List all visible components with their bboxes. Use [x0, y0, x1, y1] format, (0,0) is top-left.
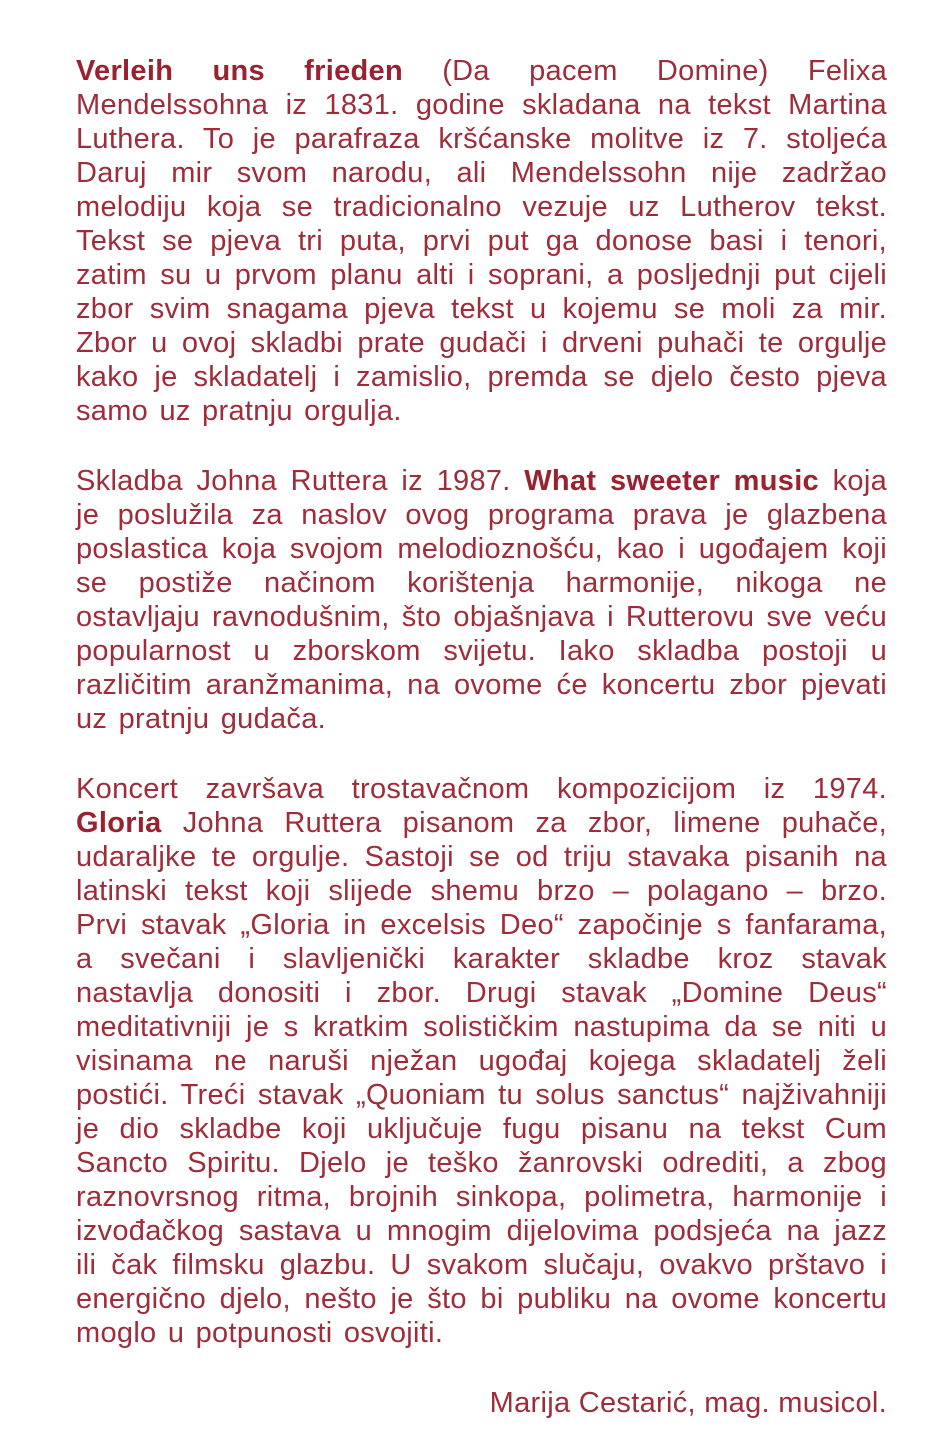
paragraph-what-sweeter-intro-text: Skladba Johna Ruttera iz 1987.	[76, 465, 525, 497]
paragraph-gloria-body-text: Johna Ruttera pisanom za zbor, limene puhače, udaraljke te orgulje. Sastoji se od triju stavaka pisanih na latinski tekst koji slijede shemu brzo – polagano – brzo. Prvi stavak „Gloria in excelsis Deo“ započinje s fanfarama, a svečani i slavljenički karakter skladbe kroz stavak nastavlja donositi i zbor. Drugi stavak „Domine Deus“ meditativniji je s kratkim solističkim nastupima da se niti u visinama ne naruši nježan ugođaj kojega skladatelj želi postići. Treći stavak „Quoniam tu solus sanctus“ najživahniji je dio skladbe koji uključuje fugu pisanu na tekst Cum Sancto Spiritu. Djelo je teško žanrovski odrediti, a zbog raznovrsnog ritma, brojnih sinkopa, polimetra, harmonije i izvođačkog sastava u mnogim dijelovima podsjeća na jazz ili čak filmsku glazbu. U svakom slučaju, ovakvo prštavo i energično djelo, nešto je što bi publiku na ovome koncertu moglo u potpunosti osvojiti.	[76, 807, 887, 1349]
paragraph-verleih-body-text: (Da pacem Domine) Felixa Mendelssohna iz 1831. godine skladana na tekst Martina Luthera. To je parafraza kršćanske molitve iz 7. stoljeća Daruj mir svom narodu, ali Mendelssohn nije zadržao melodiju koja se tradicionalno vezuje uz Lutherov tekst. Tekst se pjeva tri puta, prvi put ga donose basi i tenori, zatim su u prvom planu alti i soprani, a posljednji put cijeli zbor svim snagama pjeva tekst u kojemu se moli za mir. Zbor u ovoj skladbi prate gudači i drveni puhači te orgulje kako je skladatelj i zamislio, premda se djelo često pjeva samo uz pratnju orgulja.	[76, 55, 887, 427]
composition-title-verleih-uns-frieden: Verleih uns frieden	[76, 55, 403, 87]
paragraph-gloria-intro-text: Koncert završava trostavačnom kompozicijom iz 1974.	[76, 773, 887, 805]
author-signature: Marija Cestarić, mag. musicol.	[489, 1387, 887, 1419]
paragraph-gloria	[76, 772, 887, 1350]
paragraph-what-sweeter-music	[76, 464, 887, 736]
composition-title-what-sweeter-music: What sweeter music	[524, 465, 819, 497]
paragraph-what-sweeter-body-text: koja je poslužila za naslov ovog programa prava je glazbena poslastica koja svojom melodioznošću, kao i ugođajem koji se postiže načinom korištenja harmonije, nikoga ne ostavljaju ravnodušnim, što objašnjava i Rutterovu sve veću popularnost u zborskom svijetu. Iako skladba postoji u različitim aranžmanima, na ovome će koncertu zbor pjevati uz pratnju gudača.	[76, 465, 887, 735]
program-notes	[76, 54, 887, 1420]
paragraph-verleih-uns-frieden	[76, 54, 887, 428]
composition-title-gloria: Gloria	[76, 807, 162, 839]
